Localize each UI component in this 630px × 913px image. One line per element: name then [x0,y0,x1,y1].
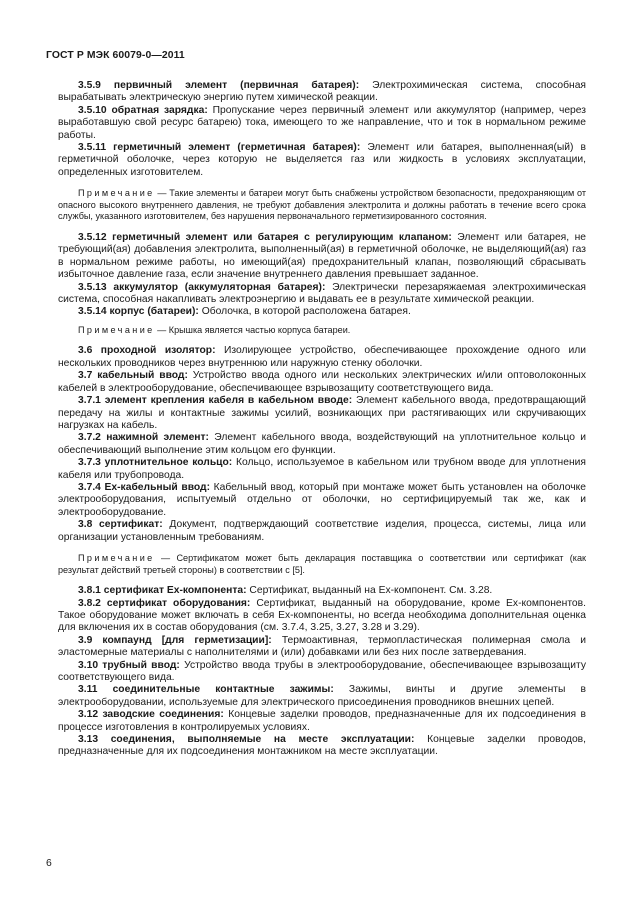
clause-3-13: 3.13 соединения, выполняемые на месте эксплуатации: Концевые заделки проводов, предназначенные для их подсоединения монтажником на месте эксплуатации. [58,734,587,758]
note-sealed-cell: Примечание — Такие элементы и батареи могут быть снабжены устройством безопасности, предохраняющим от опасного высокого внутреннего давления, не требуют добавления электролита и должны работать в течение всего срока службы, указанного изготовителем, без нарушения первоначального герметизированного состояния. [58,188,586,222]
clause-3-8-2: 3.8.2 сертификат оборудования: Сертификат, выданный на оборудование, кроме Ex-компонентов. Такое оборудование может включать в себя Ex-компоненты, но всегда необходима дополнительная оценка для включения их в состав оборудования (см. 3.7.4, 3.25, 3.27, 3.28 и 3.29). [58,597,586,634]
clause-3-7: 3.7 кабельный ввод: Устройство ввода одного или нескольких электрических и/или оптоволоконных кабелей в электрооборудование, обеспечивающее взрывозащиту соответствующего вида. [58,370,586,394]
note-certificate: Примечание — Сертификатом может быть декларация поставщика о соответствии или сертификат (как результат действий третьей стороны) в соответствии с [5]. [58,552,586,575]
clause-3-7-1: 3.7.1 элемент крепления кабеля в кабельном вводе: Элемент кабельного ввода, предотвращающий передачу на жилы и контактные зажимы усилий, возникающих при растягивающих или скручивающих нагрузках на кабель. [58,395,586,431]
clause-3-6: 3.6 проходной изолятор: Изолирующее устройство, обеспечивающее прохождение одного или нескольких проводников через внутреннюю или наружную стенку оболочки. [58,345,586,369]
page-header: ГОСТ Р МЭК 60079-0—2011 [46,50,185,61]
page-number: 6 [46,858,52,869]
clause-3-5-11: 3.5.11 герметичный элемент (герметичная батарея): Элемент или батарея, выполненная(ый) в герметичной оболочке, через которую не выделяется газ или жидкость в условиях эксплуатации, определенных изготовителем. [58,142,586,178]
clause-3-8: 3.8 сертификат: Документ, подтверждающий соответствие изделия, процесса, системы, лица или организации установленным требованиям. [58,519,586,543]
clause-3-7-4: 3.7.4 Ex-кабельный ввод: Кабельный ввод, который при монтаже может быть установлен на оболочке электрооборудования, испытуемый отдельно от оболочки, но сертифицируемый так же, как и электрооборудование. [58,481,586,518]
clause-3-10: 3.10 трубный ввод: Устройство ввода трубы в электрооборудование, обеспечивающее взрывозащиту соответствующего вида. [58,659,586,683]
document-body [58,80,586,759]
clause-3-11: 3.11 соединительные контактные зажимы: Зажимы, винты и другие элементы в электрооборудовании, используемые для электрического присоединения проводников внешних цепей. [58,684,586,708]
clause-3-5-12: 3.5.12 герметичный элемент или батарея с регулирующим клапаном: Элемент или батарея, не требующий(ая) добавления электролита, выполненный(ая) в герметичной оболочке, не выделяющий(ая) газ в нормальном режиме работы, но имеющий(ая) предохранительный клапан, позволяющий сбрасывать избыточное давление газа, если значение внутреннего давления превышает заданное. [58,232,586,281]
clause-3-5-9: 3.5.9 первичный элемент (первичная батарея): Электрохимическая система, способная вырабатывать электрическую энергию путем химической реакции. [58,80,586,104]
clause-3-5-10: 3.5.10 обратная зарядка: Пропускание через первичный элемент или аккумулятор (например, через выработавшую свой ресурс батарею) тока, имеющего то же направление, что и ток в нормальном режиме работы. [58,104,586,141]
note-battery-lid: Примечание — Крышка является частью корпуса батареи. [78,324,351,335]
clause-3-7-2: 3.7.2 нажимной элемент: Элемент кабельного ввода, воздействующий на уплотнительное кольцо и обеспечивающий выполнение этим кольцом его функции. [58,432,586,456]
clause-3-7-3: 3.7.3 уплотнительное кольцо: Кольцо, используемое в кабельном или трубном вводе для уплотнения кабеля или трубопровода. [58,457,586,481]
clause-3-8-1: 3.8.1 сертификат Ex-компонента: Сертификат, выданный на Ex-компонент. См. 3.28. [78,585,493,597]
clause-3-5-13: 3.5.13 аккумулятор (аккумуляторная батарея): Электрически перезаряжаемая электрохимическая система, способная накапливать электроэнергию и выдавать ее в результате химической реакции. [58,281,586,306]
clause-3-9: 3.9 компаунд [для герметизации]: Термоактивная, термопластическая полимерная смола и эластомерные материалы с наполнителями и (или) добавками или без них после затвердевания. [58,634,587,659]
clause-3-12: 3.12 заводские соединения: Концевые заделки проводов, предназначенные для их подсоединения в процессе изготовления в контролируемых условиях. [58,709,587,733]
clause-3-5-14: 3.5.14 корпус (батареи): Оболочка, в которой расположена батарея. [78,306,411,318]
